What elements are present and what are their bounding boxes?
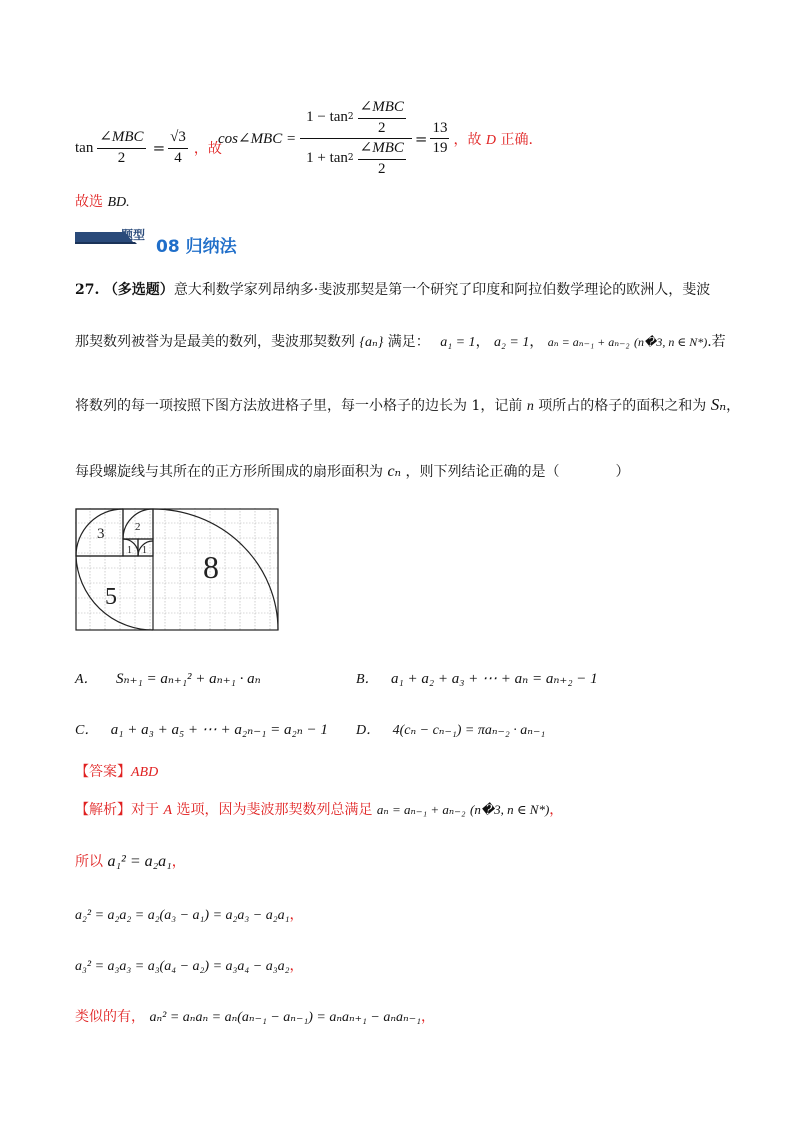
problem-line-3: 将数列的每一项按照下图方法放进格子里，每一小格子的边长为 1，记前 n 项所占的格子的面积之和为 Sₙ， [75,395,741,414]
option-a[interactable]: A． Sₙ₊₁ = aₙ₊₁² + aₙ₊₁ · aₙ [75,671,261,687]
label-1a: 1 [127,545,132,556]
fibonacci-svg [75,508,281,634]
problem-line-2: 那契数列被誉为是最美的数列，斐波那契数列 {aₙ} 满足： a₁ = 1， a₂ = 1， aₙ = aₙ₋₁ + aₙ₋₂ (n�3, n ∈ N*).若 [75,334,726,350]
analysis-line-3: a₂² = a₂a₂ = a₂(a₃ − a₁) = a₂a₃ − a₂a₁， [75,907,304,923]
label-8: 8 [203,549,219,585]
section-title: 08 归纳法 [156,237,237,257]
label-5: 5 [105,584,117,610]
fibonacci-figure [75,508,281,638]
label-3: 3 [97,526,105,542]
result-fraction: $\frac{13}{19}$ [432,119,448,156]
answer-line: 【答案】ABD [75,764,159,780]
analysis-line-1: 【解析】对于 A 选项，因为斐波那契数列总满足 aₙ = aₙ₋₁ + aₙ₋₂ (n�3, n ∈ N*)， [75,802,564,818]
analysis-line-2: 所以 a₁² = a₂a₁， [75,853,186,870]
sqrt3-fraction: $\frac{√3}{4}$ [170,129,186,166]
option-d[interactable]: D． 4(cₙ − cₙ₋₁) = πaₙ₋₂ · aₙ₋₁ [356,723,546,738]
tan-fraction: $\frac{\text{∠MBC}}{2}$ [99,129,144,166]
label-2: 2 [135,521,141,533]
problem-line-4: 每段螺旋线与其所在的正方形所围成的扇形面积为 cₙ ，则下列结论正确的是（ ） [75,463,630,480]
option-c[interactable]: C． a₁ + a₃ + a₅ + ⋯ + a₂ₙ₋₁ = a₂ₙ − 1 [75,722,328,738]
option-b[interactable]: B． a₁ + a₂ + a₃ + ⋯ + aₙ = aₙ₊₂ − 1 [356,671,598,687]
tan-formula: tan $\frac{\text{∠MBC}}{2}$ = $\frac{√3}{4}$ ，故 [75,128,222,168]
analysis-line-5: 类似的有， aₙ² = aₙaₙ = aₙ(aₙ₋₁ − aₙ₋₁) = aₙaₙ₊₁ − aₙaₙ₋₁， [75,1009,435,1025]
select-line: 故选 BD. [75,194,130,210]
cos-formula: cos∠MBC = 1 − tan 2 $\frac{\text{∠MBC}}{2}$ 1 + tan 2 $\frac{\text{∠MBC}}{2}$ = $\frac{13}{19}$ ，故 D 正确. [218,98,533,179]
problem-line-1: 27. （多选题）意大利数学家列昂纳多·斐波那契是第一个研究了印度和阿拉伯数学理论的欧洲人，斐波 [75,282,711,298]
section-banner [75,228,147,244]
label-1b: 1 [142,545,147,556]
cos-fraction: 1 − tan 2 $\frac{\text{∠MBC}}{2}$ 1 + tan 2 $\frac{\text{∠MBC}}{2}$ [300,98,412,179]
analysis-line-4: a₃² = a₃a₃ = a₃(a₄ − a₂) = a₃a₄ − a₃a₂， [75,958,304,974]
banner-tag: 题型 [121,228,146,242]
